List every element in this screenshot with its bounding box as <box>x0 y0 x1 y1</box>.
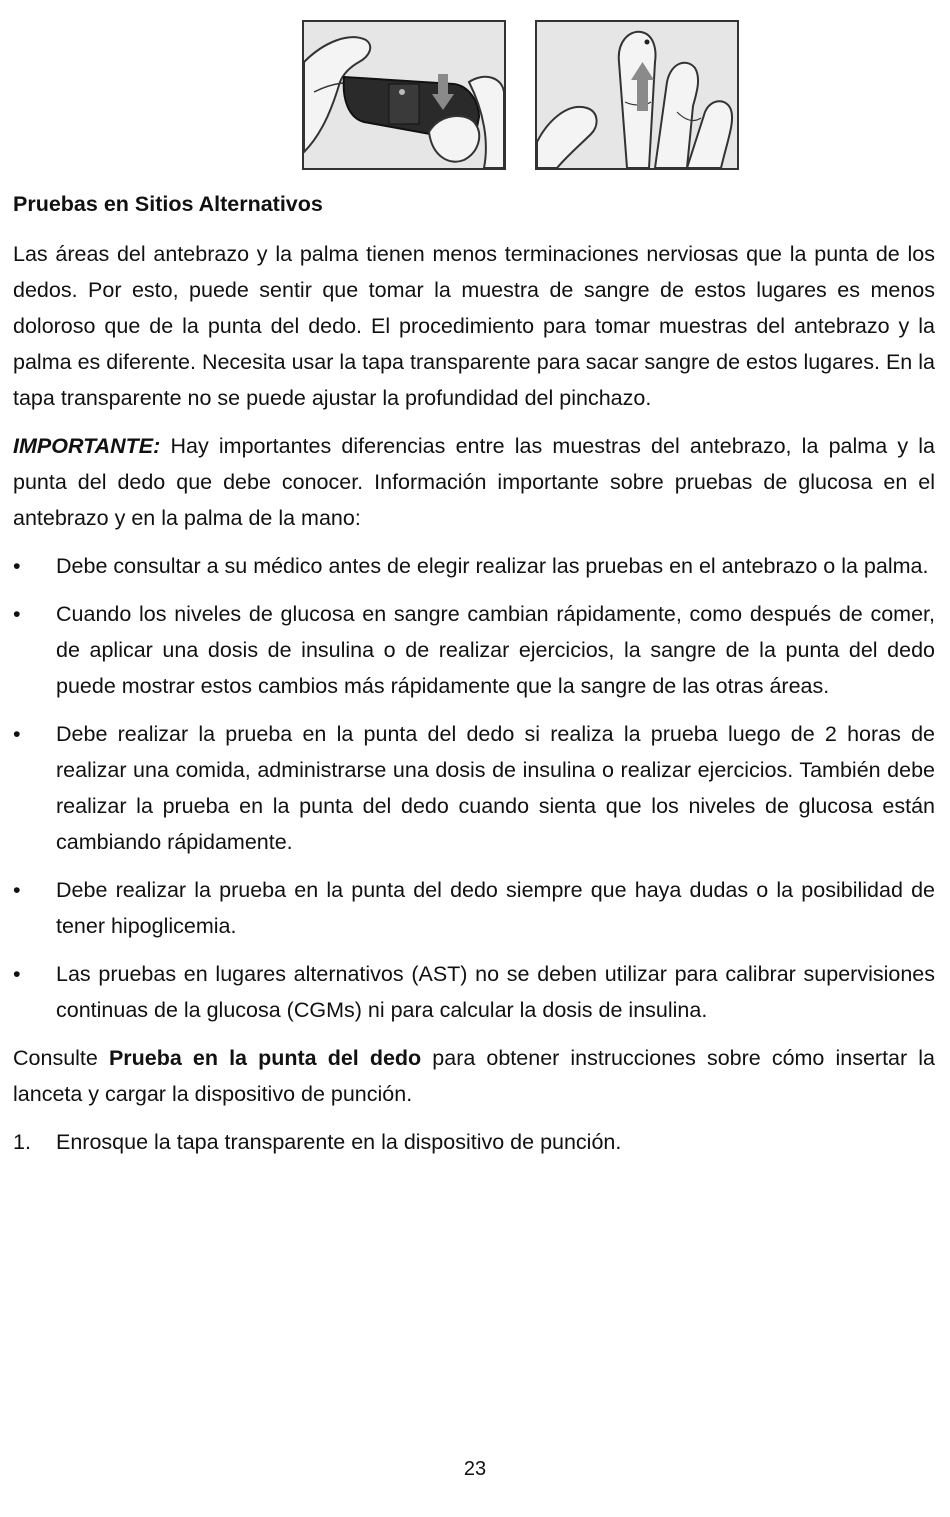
consult-suffix: para obtener instrucciones sobre cómo insertar la lanceta y cargar la dispositivo de punción. <box>13 1046 935 1106</box>
list-item <box>13 716 935 860</box>
important-paragraph <box>13 428 935 536</box>
list-item <box>13 596 935 704</box>
bullet-icon: • <box>13 878 21 902</box>
list-item <box>13 872 935 944</box>
finger-prick-illustration <box>537 22 737 168</box>
illustrations <box>0 20 950 168</box>
consult-prefix: Consulte <box>13 1046 109 1070</box>
list-item-text: Las pruebas en lugares alternativos (AST) no se deben utilizar para calibrar supervisiones continuas de la glucosa (CGMs) ni para calcular la dosis de insulina. <box>56 962 935 1022</box>
steps-list <box>13 1124 935 1160</box>
section-title: Pruebas en Sitios Alternativos <box>13 192 323 216</box>
step-number: 1. <box>13 1130 31 1154</box>
bullet-icon: • <box>13 722 21 746</box>
page-content <box>13 186 935 1160</box>
bullet-icon: • <box>13 962 21 986</box>
lancing-device-illustration <box>304 22 504 168</box>
important-label: IMPORTANTE: <box>13 434 161 458</box>
page-number: 23 <box>463 1458 487 1480</box>
important-text: Hay importantes diferencias entre las muestras del antebrazo, la palma y la punta del dedo que debe conocer. Información importante sobre pruebas de glucosa en el antebrazo y en la palma de la mano: <box>13 434 935 530</box>
list-item <box>13 548 935 584</box>
list-item-text: Debe consultar a su médico antes de elegir realizar las pruebas en el antebrazo o la palma. <box>56 554 929 578</box>
lancing-device-figure <box>302 20 506 170</box>
list-item-text: Cuando los niveles de glucosa en sangre cambian rápidamente, como después de comer, de aplicar una dosis de insulina o de realizar ejercicios, la sangre de la punta del dedo puede mostrar estos cambios más rápidamente que la sangre de las otras áreas. <box>56 602 935 698</box>
consult-paragraph <box>13 1040 935 1112</box>
bullet-list <box>13 548 935 1028</box>
list-item <box>13 956 935 1028</box>
list-item-text: Debe realizar la prueba en la punta del dedo siempre que haya dudas o la posibilidad de tener hipoglicemia. <box>56 878 935 938</box>
consult-reference: Prueba en la punta del dedo <box>108 1046 422 1070</box>
list-item-text: Debe realizar la prueba en la punta del dedo si realiza la prueba luego de 2 horas de realizar una comida, administrarse una dosis de insulina o realizar ejercicios. También debe realizar la prueba en la punta del dedo cuando sienta que los niveles de glucosa están cambiando rápidamente. <box>56 722 935 854</box>
step-item <box>13 1124 935 1160</box>
bullet-icon: • <box>13 554 21 578</box>
finger-prick-figure <box>535 20 739 170</box>
bullet-icon: • <box>13 602 21 626</box>
intro-paragraph: Las áreas del antebrazo y la palma tienen menos terminaciones nerviosas que la punta de los dedos. Por esto, puede sentir que tomar la muestra de sangre de estos lugares es menos doloroso que de la punta del dedo. El procedimiento para tomar muestras del antebrazo y la palma es diferente. Necesita usar la tapa transparente para sacar sangre de estos lugares. En la tapa transparente no se puede ajustar la profundidad del pinchazo. <box>13 242 935 410</box>
step-text: Enrosque la tapa transparente en la dispositivo de punción. <box>56 1130 622 1154</box>
